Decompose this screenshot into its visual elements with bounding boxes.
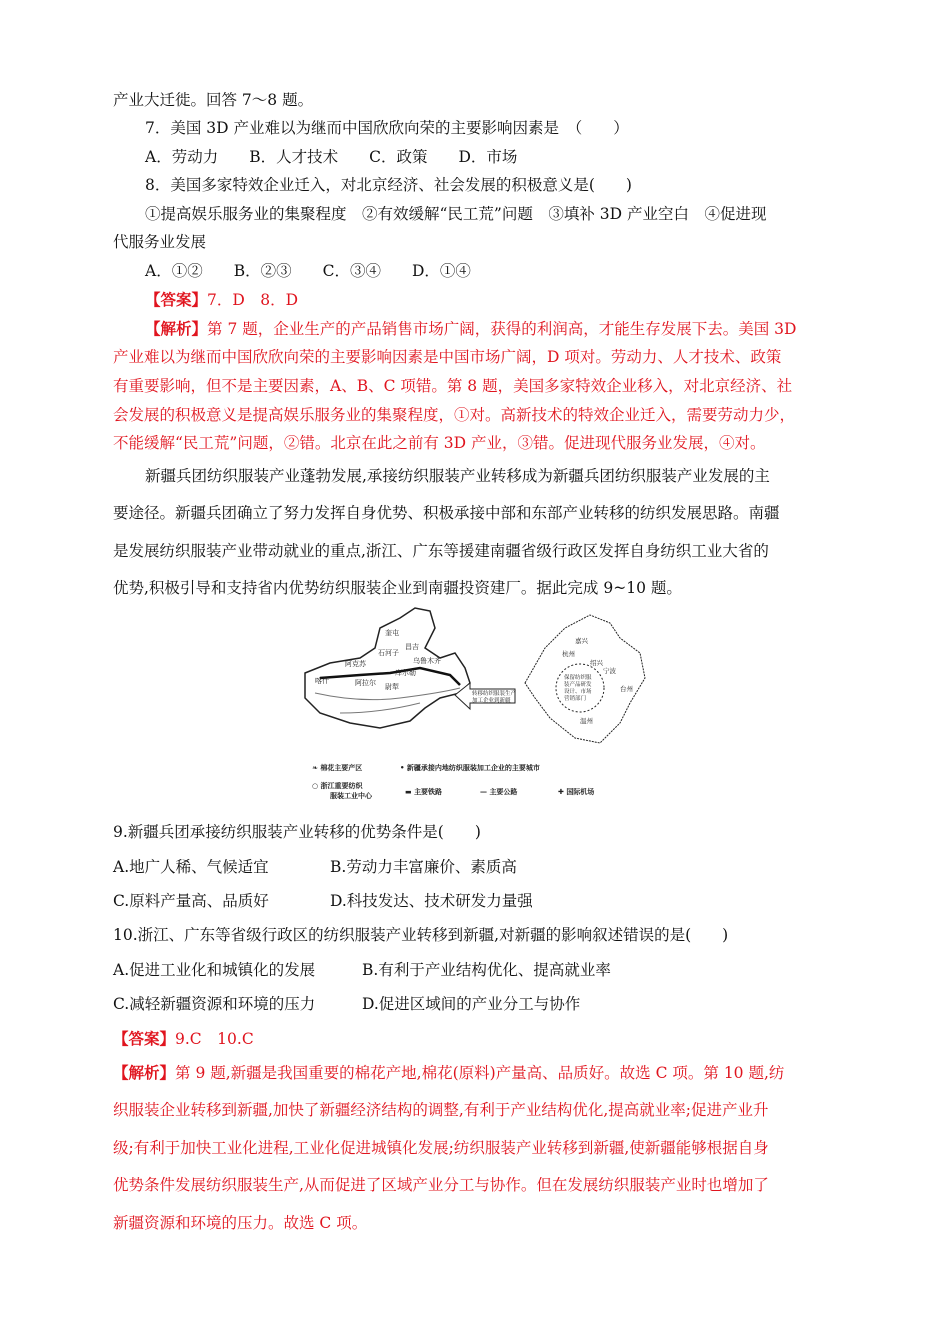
q7-options: A．劳动力 B．人才技术 C．政策 D．市场 [145,148,518,166]
arrow-label: 加工企业到新疆 [472,698,511,704]
q8-items-cont: 代服务业发展 [113,233,207,251]
circle-text: 装产品研发 [564,682,592,688]
map-legend [312,763,594,800]
q9-option-c: C.原料产量高、品质好 [113,892,269,910]
legend-zj: ○ 浙江重要纺织 [312,782,363,790]
xinjiang-outline [305,608,470,728]
passage-line: 优势,积极引导和支持省内优势纺织服装企业到南疆投资建厂。据此完成 9~10 题。 [113,579,682,597]
circle-label [564,673,592,702]
analysis-text: 第 9 题,新疆是我国重要的棉花产地,棉花(原料)产量高、品质好。故选 C 项。第 10 题,纺 [175,1064,785,1082]
answer-text: 9.C 10.C [175,1030,254,1048]
legend-airport: ✚ 国际机场 [558,788,595,796]
q10-option-d: D.促进区域间的产业分工与协作 [362,995,581,1013]
highway [315,688,460,713]
q9-option-d: D.科技发达、技术研发力量强 [330,892,533,910]
arrow-label: 转移纺织服装生产 [472,691,517,697]
q10-option-a: A.促进工业化和城镇化的发展 [113,961,316,979]
analysis-tag: 【解析】 [145,319,208,338]
city-label: 台州 [620,685,633,693]
city-label: 宁波 [603,667,616,675]
q10-option-b: B.有利于产业结构优化、提高就业率 [362,961,611,979]
intro-tail: 产业大迁徙。回答 7～8 题。 [113,91,314,109]
legend-zj-2: 服装工业中心 [330,792,372,800]
analysis-7-8-line: 不能缓解“民工荒”问题，②错。北京在此之前有 3D 产业，③错。促进现代服务业发展，④对。 [113,434,766,452]
passage-line: 要途径。新疆兵团确立了努力发挥自身优势、积极承接中部和东部产业转移的纺织发展思路。南疆 [113,504,780,522]
analysis-7-8-line: 有重要影响，但不是主要因素，A、B、C 项错。第 8 题，美国多家特效企业移入，对北京经济、社 [113,377,793,395]
q9-stem: 9.新疆兵团承接纺织服装产业转移的优势条件是( ) [113,823,481,841]
q8-stem: 8．美国多家特效企业迁入，对北京经济、社会发展的积极意义是( ) [145,176,632,194]
analysis-7-8-line: 会发展的积极意义是提高娱乐服务业的集聚程度，①对。高新技术的特效企业迁入，需要劳动力少， [113,406,796,424]
city-label: 石河子 [378,649,399,657]
q10-stem: 10.浙江、广东等省级行政区的纺织服装产业转移到新疆,对新疆的影响叙述错误的是( ) [113,926,729,944]
passage-line: 是发展纺织服装产业带动就业的重点,浙江、广东等援建南疆省级行政区发挥自身纺织工业大省的 [113,542,769,560]
circle-text: 设计、市场 [564,689,592,695]
analysis-9-10-line: 织服装企业转移到新疆,加快了新疆经济结构的调整,有利于产业结构优化,提高就业率;促进产业升 [113,1101,769,1119]
analysis-7-8-line: 产业难以为继而中国欣欣向荣的主要影响因素是中国市场广阔，D 项对。劳动力、人才技术、政策 [113,348,782,366]
city-label: 喀什 [315,677,329,685]
q10-option-c: C.减轻新疆资源和环境的压力 [113,995,316,1013]
analysis-9-10-line: 新疆资源和环境的压力。故选 C 项。 [113,1214,368,1232]
analysis-7-8-line [145,317,796,339]
city-label: 绍兴 [590,659,603,667]
q9-option-b: B.劳动力丰富廉价、素质高 [330,858,517,876]
answer-tag: 【答案】 [113,1029,176,1048]
city-label: 尉犁 [385,683,399,691]
analysis-9-10-line: 级;有利于加快工业化进程,工业化促进城镇化发展;纺织服装产业转移到新疆,使新疆能够根据自身 [113,1139,769,1157]
legend-road: — 主要公路 [480,788,518,796]
xinjiang-zhejiang-map [300,603,660,808]
q9-option-a: A.地广人稀、气候适宜 [113,858,269,876]
legend-cotton: ❧ 棉花主要产区 [312,764,363,772]
city-label: 奎屯 [385,629,399,637]
city-label: 库尔勒 [395,669,416,677]
analysis-9-10-line: 优势条件发展纺织服装生产,从而促进了区域产业分工与协作。但在发展纺织服装产业时也增加了 [113,1176,769,1194]
answer-9-10 [113,1027,254,1049]
answer-tag: 【答案】 [145,290,208,309]
city-label: 温州 [580,717,593,725]
answer-text: 7．D 8．D [207,291,299,309]
q7-stem: 7．美国 3D 产业难以为继而中国欣欣向荣的主要影响因素是 （ ） [145,119,629,137]
circle-text: 营销部门 [564,696,587,702]
analysis-text: 第 7 题，企业生产的产品销售市场广阔，获得的利润高，才能生存发展下去。美国 3D [207,320,797,338]
city-label: 阿拉尔 [355,679,376,687]
legend-rail: ▬ 主要铁路 [405,788,443,796]
q8-items: ①提高娱乐服务业的集聚程度 ②有效缓解“民工荒”问题 ③填补 3D 产业空白 ④促进现 [145,205,767,223]
answer-7-8 [145,288,298,310]
city-label: 嘉兴 [575,637,588,645]
passage-line: 新疆兵团纺织服装产业蓬勃发展,承接纺织服装产业转移成为新疆兵团纺织服装产业发展的主 [145,467,770,485]
analysis-9-10-line [113,1061,784,1083]
city-label: 乌鲁木齐 [413,657,441,665]
city-label: 昌吉 [405,643,419,651]
city-label: 阿克苏 [345,660,366,668]
q8-options: A．①② B．②③ C．③④ D．①④ [145,262,471,280]
rd-circle [556,664,604,712]
analysis-tag: 【解析】 [113,1063,176,1082]
circle-text: 保留纺织服 [564,675,592,681]
legend-city: • 新疆承接内地纺织服装加工企业的主要城市 [400,764,540,772]
city-label: 杭州 [562,650,575,658]
